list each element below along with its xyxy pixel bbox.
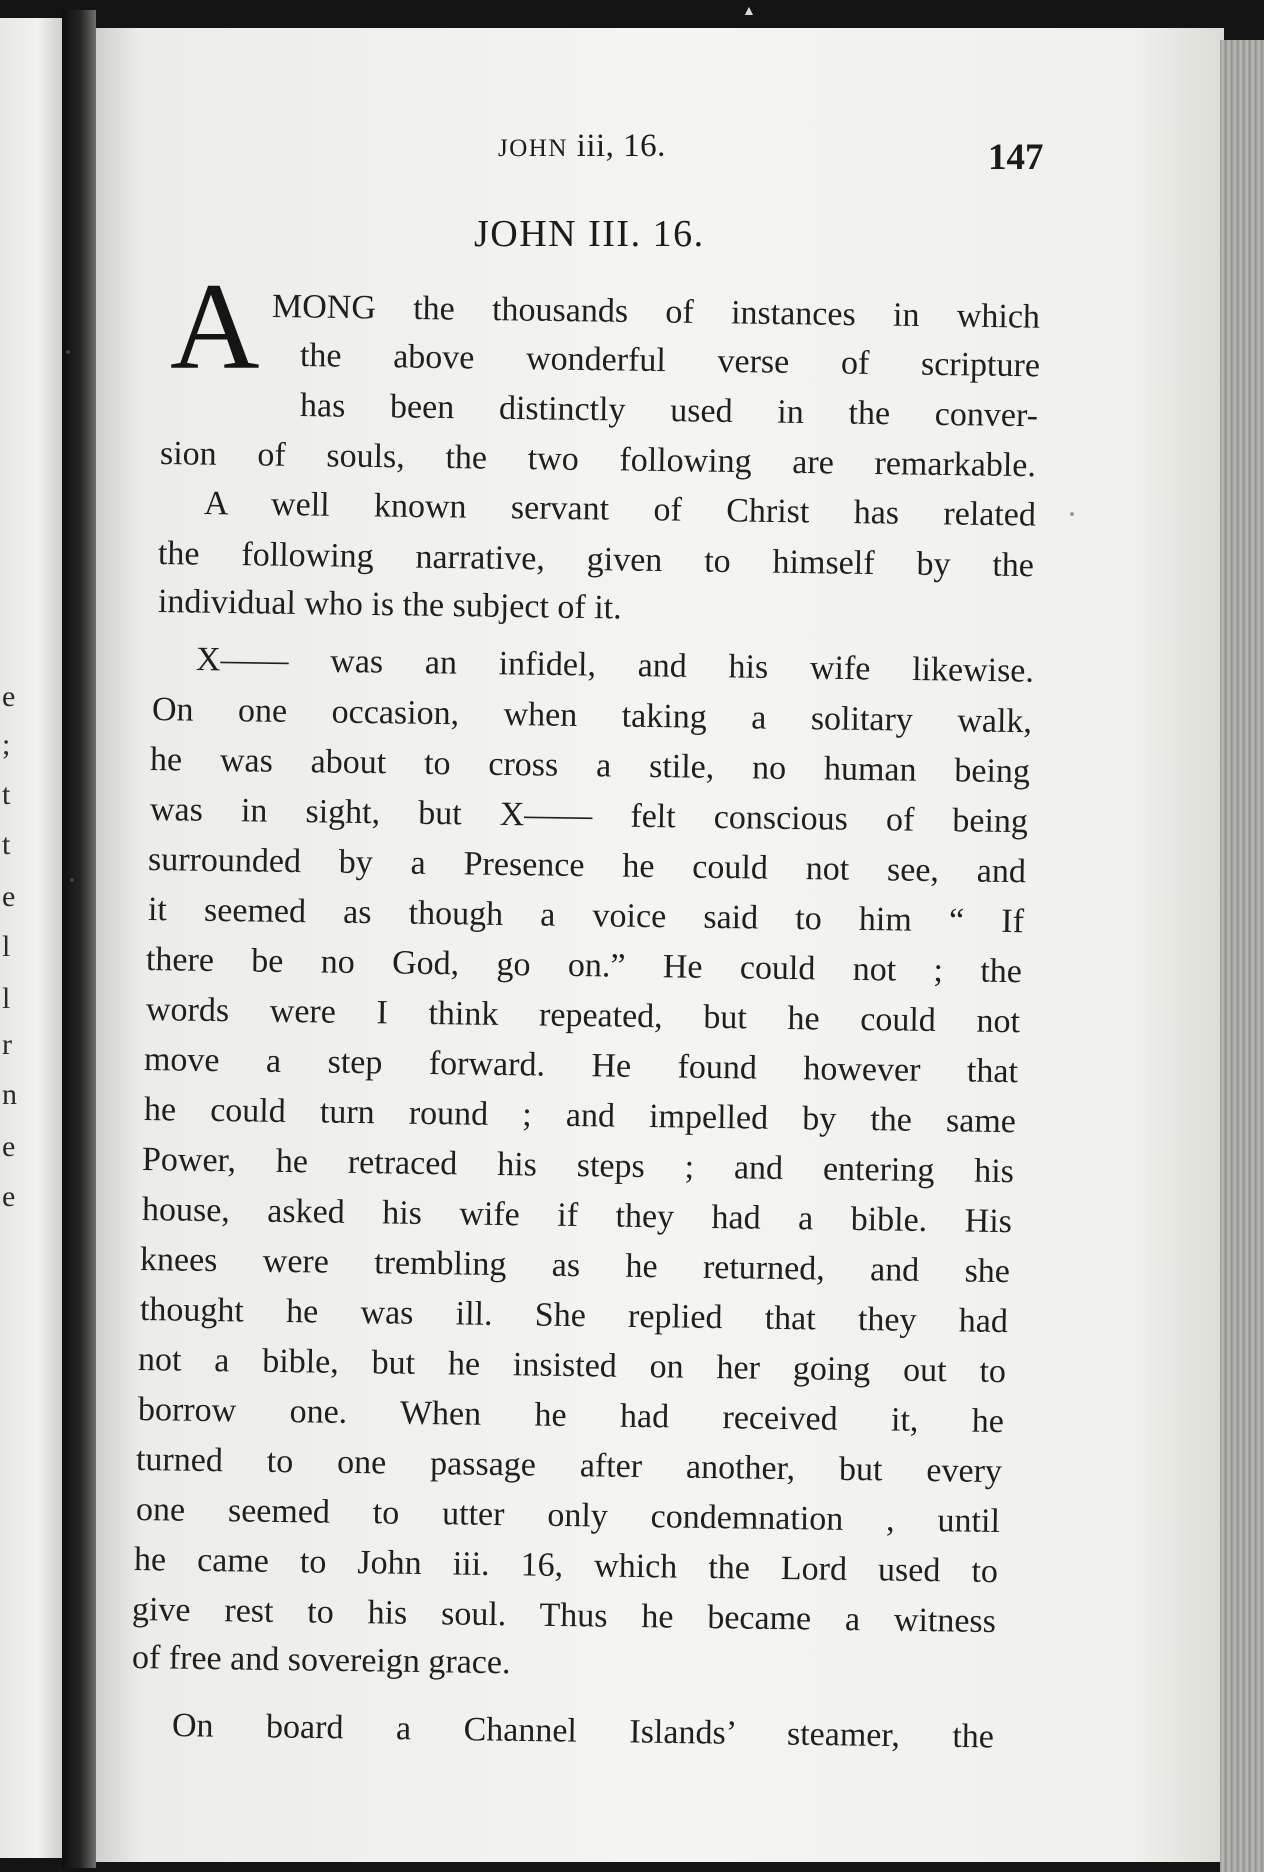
page-number: 147 (988, 137, 1044, 178)
text-line: turned to one passage after another, but every (135, 1441, 1003, 1491)
text-line: not a bible, but he insisted on her going out to (137, 1341, 1007, 1391)
text-line: X—— was an infidel, and his wife likewise. (195, 641, 1035, 690)
text-line: the above wonderful verse of scripture (299, 337, 1041, 385)
text-line: there be no God, go on.” He could not ; the (145, 941, 1023, 991)
running-head-rest: iii, 16. (567, 128, 666, 164)
text-line: he came to John iii. 16, which the Lord used to (133, 1541, 999, 1591)
text-line: he could turn round ; and impelled by the same (143, 1091, 1017, 1141)
text-line: the following narrative, given to himself by the (157, 535, 1035, 585)
running-head-caps: JOHN (498, 135, 568, 162)
text-line: was in sight, but X—— felt conscious of being (149, 791, 1029, 841)
left-page-letter: e (2, 680, 16, 713)
left-page-letter: e (2, 1130, 16, 1163)
text-line: MONG the thousands of instances in which (271, 288, 1041, 336)
text-line: Power, he retraced his steps ; and entering his (141, 1141, 1015, 1191)
left-page-letter: e (2, 880, 16, 913)
text-line: sion of souls, the two following are remarkable. (159, 435, 1037, 485)
text-line: On one occasion, when taking a solitary walk, (151, 691, 1033, 741)
drop-cap: A (170, 258, 260, 395)
page-edge-stack (1220, 40, 1264, 1872)
left-page-letter: l (2, 930, 11, 963)
text-line: of free and sovereign grace. (131, 1639, 511, 1682)
text-line: give rest to his soul. Thus he became a witness (131, 1591, 997, 1641)
left-page-letter: e (2, 1180, 16, 1213)
scan-speck (1070, 512, 1074, 516)
text-line: one seemed to utter only condemnation , until (135, 1491, 1001, 1541)
left-page-letter: ; (2, 728, 11, 761)
text-line: thought he was ill. She replied that they had (139, 1291, 1009, 1341)
left-page-letter: t (2, 828, 11, 861)
left-page-letter: l (2, 982, 11, 1015)
left-page-letter: n (2, 1078, 17, 1111)
left-page-edge (0, 18, 62, 1858)
text-line: it seemed as though a voice said to him “ If (147, 891, 1025, 941)
text-line: surrounded by a Presence he could not see, and (147, 841, 1027, 891)
text-line: A well known servant of Christ has related (203, 485, 1037, 534)
book-gutter (62, 10, 96, 1868)
text-line: borrow one. When he had received it, he (137, 1391, 1005, 1441)
text-line: words were I think repeated, but he could not (145, 991, 1021, 1041)
text-line: has been distinctly used in the conver- (299, 387, 1039, 435)
left-page-letter: t (2, 778, 11, 811)
text-line: move a step forward. He found however that (143, 1041, 1019, 1091)
scan-mark: ▲ (742, 4, 756, 19)
text-line: house, asked his wife if they had a bible. His (141, 1191, 1013, 1241)
text-line: On board a Channel Islands’ steamer, the (171, 1707, 995, 1756)
text-line: individual who is the subject of it. (157, 583, 622, 627)
running-head (498, 128, 666, 165)
text-line: knees were trembling as he returned, and she (139, 1241, 1011, 1291)
scan-speck (70, 878, 74, 882)
chapter-title: JOHN III. 16. (474, 213, 705, 255)
scan-speck (66, 350, 70, 354)
text-line: he was about to cross a stile, no human being (149, 741, 1031, 791)
left-page-letter: r (2, 1028, 12, 1061)
